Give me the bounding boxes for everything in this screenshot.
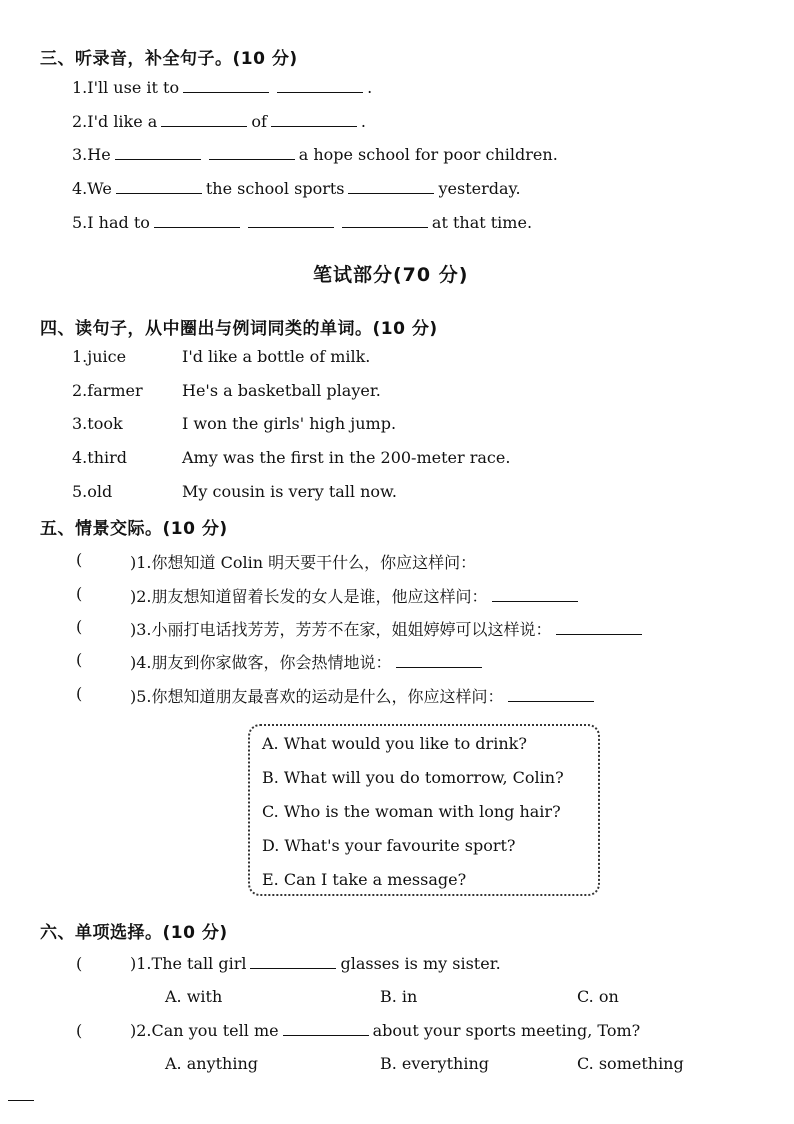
q1-choice-c[interactable]: C. on xyxy=(577,987,619,1006)
answer-paren[interactable]: ( xyxy=(76,550,83,569)
option-d: D. What's your favourite sport? xyxy=(262,836,516,855)
s4-item-3: 3.took I won the girls' high jump. xyxy=(72,414,397,433)
s3-item-3: 3.He a hope school for poor children. xyxy=(72,145,558,164)
s3-item-5: 5.I had to at that time. xyxy=(72,213,533,232)
option-e: E. Can I take a message? xyxy=(262,870,467,889)
answer-blank[interactable] xyxy=(556,620,642,635)
answer-blank[interactable] xyxy=(248,213,334,228)
q1-choice-b[interactable]: B. in xyxy=(380,987,418,1006)
answer-blank[interactable] xyxy=(492,587,578,602)
option-c: C. Who is the woman with long hair? xyxy=(262,802,561,821)
answer-blank[interactable] xyxy=(115,145,201,160)
answer-paren[interactable]: ( xyxy=(76,1021,83,1040)
answer-blank[interactable] xyxy=(277,78,363,93)
answer-blank[interactable] xyxy=(183,78,269,93)
answer-paren[interactable]: ( xyxy=(76,650,83,669)
answer-paren[interactable]: ( xyxy=(76,584,83,603)
q1-choice-a[interactable]: A. with xyxy=(165,987,223,1006)
answer-blank[interactable] xyxy=(209,145,295,160)
answer-blank[interactable] xyxy=(250,954,336,969)
answer-paren[interactable]: ( xyxy=(76,954,83,973)
answer-paren[interactable]: ( xyxy=(76,617,83,636)
s4-item-4: 4.third Amy was the first in the 200-meter race. xyxy=(72,448,511,467)
q2-choice-a[interactable]: A. anything xyxy=(165,1054,259,1073)
section4-heading: 四、读句子，从中圈出与例词同类的单词。(10 分) xyxy=(40,319,438,339)
q2-choice-c[interactable]: C. something xyxy=(577,1054,684,1073)
footer-dash xyxy=(8,1100,34,1101)
answer-blank[interactable] xyxy=(161,112,247,127)
q2-choice-b[interactable]: B. everything xyxy=(380,1054,489,1073)
answer-blank[interactable] xyxy=(271,112,357,127)
option-b: B. What will you do tomorrow, Colin? xyxy=(262,768,564,787)
answer-blank[interactable] xyxy=(508,687,594,702)
section3-heading: 三、听录音，补全句子。(10 分) xyxy=(40,49,298,69)
answer-blank[interactable] xyxy=(283,1021,369,1036)
s3-item-1: 1.I'll use it to . xyxy=(72,78,373,97)
answer-blank[interactable] xyxy=(154,213,240,228)
s4-item-2: 2.farmer He's a basketball player. xyxy=(72,381,381,400)
option-a: A. What would you like to drink? xyxy=(262,734,527,753)
answer-blank[interactable] xyxy=(348,179,434,194)
s4-item-5: 5.old My cousin is very tall now. xyxy=(72,482,397,501)
answer-blank[interactable] xyxy=(116,179,202,194)
s3-item-4: 4.We the school sports yesterday. xyxy=(72,179,521,198)
s4-item-1: 1.juice I'd like a bottle of milk. xyxy=(72,347,371,366)
section6-heading: 六、单项选择。(10 分) xyxy=(40,923,228,943)
section5-heading: 五、情景交际。(10 分) xyxy=(40,519,228,539)
written-part-title: 笔试部分(70 分) xyxy=(313,264,469,286)
options-box xyxy=(248,724,600,896)
answer-blank[interactable] xyxy=(396,653,482,668)
s3-item-2: 2.I'd like a of . xyxy=(72,112,366,131)
answer-blank[interactable] xyxy=(342,213,428,228)
answer-paren[interactable]: ( xyxy=(76,684,83,703)
